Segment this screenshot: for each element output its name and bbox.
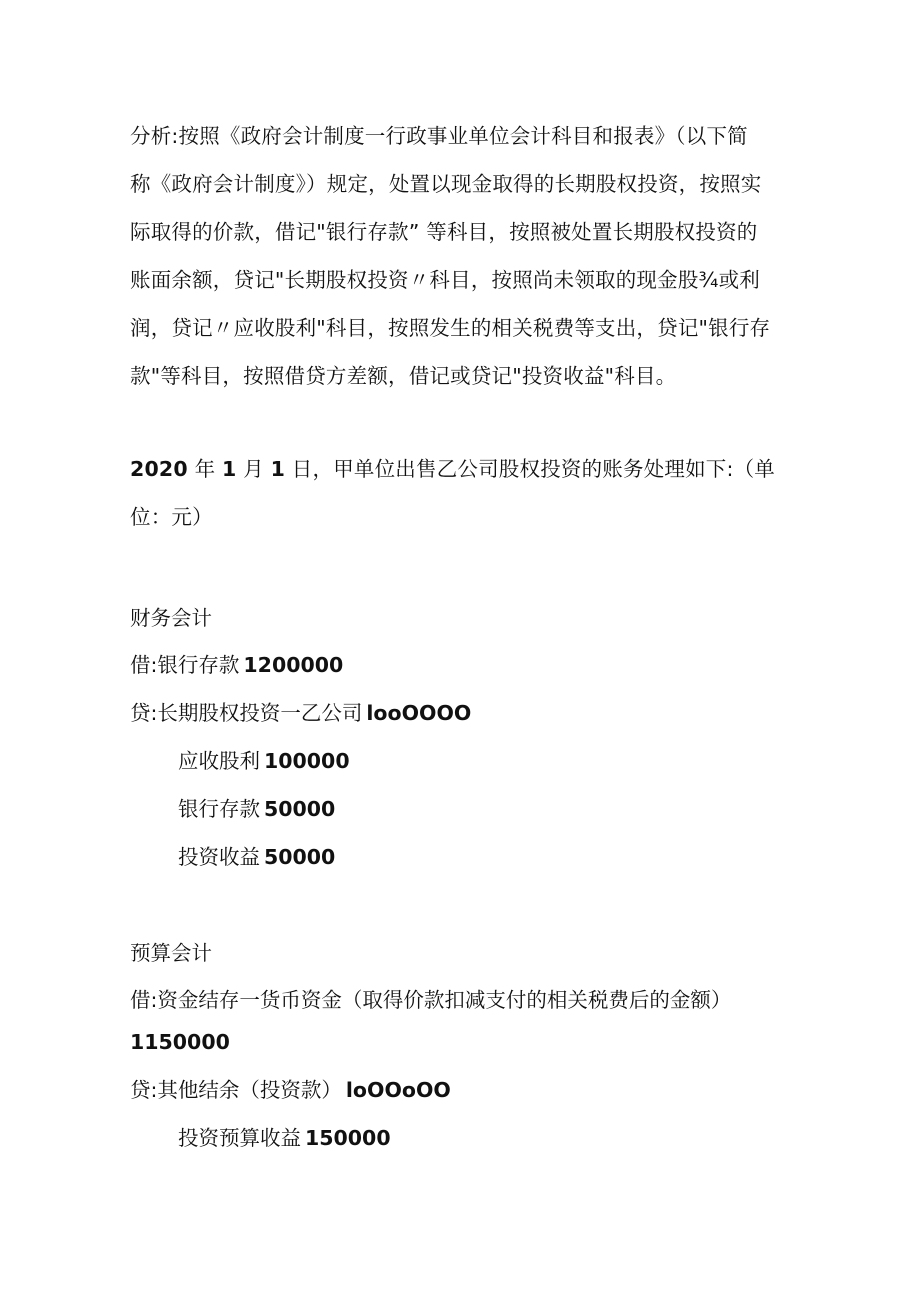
journal-entry (130, 988, 731, 1012)
entry-amount: 50000 (264, 797, 336, 821)
journal-entry (178, 845, 335, 869)
intro-paragraph (130, 445, 795, 541)
entry-amount: 100000 (264, 749, 350, 773)
entry-label: 银行存款 (178, 797, 260, 821)
entry-label: 借:资金结存一货币资金（取得价款扣减支付的相关税费后的金额） (130, 988, 732, 1012)
intro-month: 1 (222, 457, 237, 481)
entry-amount: 1200000 (243, 653, 344, 677)
analysis-paragraph (130, 112, 795, 400)
intro-year-unit: 年 (194, 457, 216, 481)
journal-entry (130, 701, 471, 725)
journal-entry (178, 749, 350, 773)
analysis-line: 分析:按照《政府会计制度一行政事业单位会计科目和报表》（以下简 (130, 124, 748, 148)
entry-amount: 150000 (305, 1126, 391, 1150)
analysis-line: 账面余额，贷记"长期股权投资〃科目，按照尚未领取的现金股¾或利 (130, 268, 760, 292)
entry-label: 投资收益 (178, 845, 260, 869)
analysis-line: 称《政府会计制度》）规定，处置以现金取得的长期股权投资，按照实 (130, 172, 762, 196)
entry-amount: 50000 (264, 845, 336, 869)
entry-label: 投资预算收益 (178, 1126, 301, 1150)
intro-day: 1 (270, 457, 286, 481)
intro-month-unit: 月 (243, 457, 264, 481)
intro-line-1 (130, 445, 795, 493)
journal-entry (130, 653, 343, 677)
intro-rest: 日，甲单位出售乙公司股权投资的账务处理如下:（单 (291, 457, 776, 481)
analysis-line: 润，贷记〃应收股利"科目，按照发生的相关税费等支出，贷记"银行存 (130, 316, 771, 340)
journal-entry (130, 1078, 451, 1102)
journal-entry (178, 797, 335, 821)
entry-label: 应收股利 (178, 749, 260, 773)
entry-label: 贷:其他结余（投资款） (130, 1078, 342, 1102)
entry-amount: loOOoOO (345, 1078, 451, 1102)
intro-line-2: 位：元） (130, 505, 213, 529)
journal-entry (178, 1126, 391, 1150)
analysis-line: 款"等科目，按照借贷方差额，借记或贷记"投资收益"科目。 (130, 364, 677, 388)
entry-label: 借:银行存款 (130, 653, 240, 677)
entry-amount: 1150000 (130, 1030, 230, 1054)
budget-heading: 预算会计 (130, 941, 212, 965)
analysis-line: 际取得的价款，借记"银行存款” 等科目，按照被处置长期股权投资的 (130, 220, 758, 244)
entry-amount: looOOOO (366, 701, 472, 725)
entry-label: 贷:长期股权投资一乙公司 (130, 701, 363, 725)
intro-year: 2020 (130, 457, 188, 481)
financial-heading: 财务会计 (130, 606, 212, 630)
